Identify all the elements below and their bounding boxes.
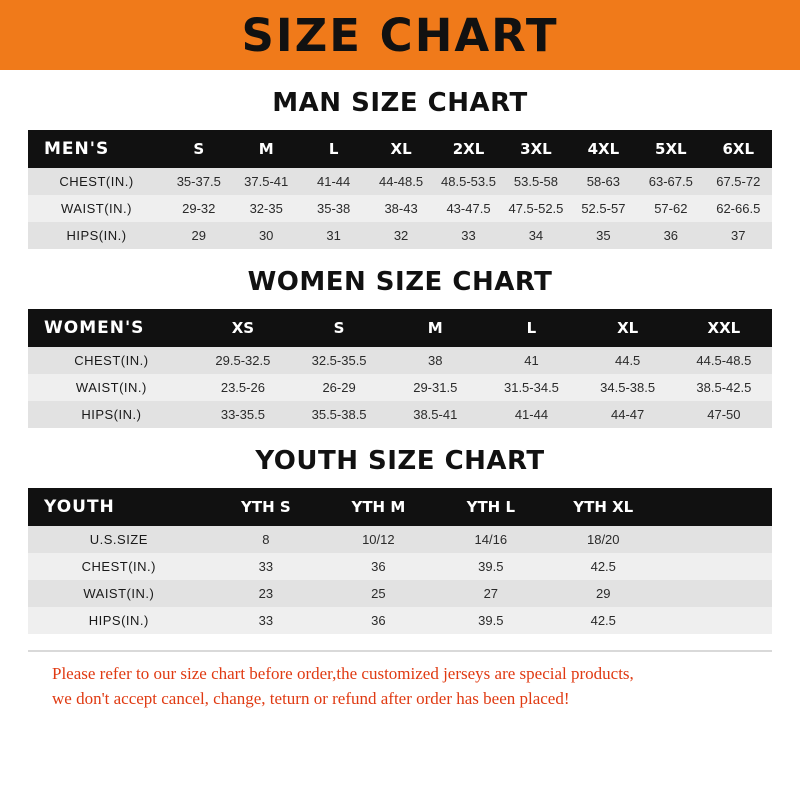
table-cell: 39.5 (435, 607, 547, 634)
table-header-row (28, 130, 772, 168)
table-cell: 57-62 (637, 195, 704, 222)
youth-size-chart-table (28, 488, 772, 634)
table-cell: 38.5-42.5 (676, 374, 772, 401)
table-column-header (659, 488, 772, 526)
women-size-chart-table (28, 309, 772, 428)
table-column-header: XL (580, 309, 676, 347)
table-cell: 31 (300, 222, 367, 249)
table-cell: 38-43 (367, 195, 434, 222)
table-column-header: 4XL (570, 130, 637, 168)
table-column-header: YTH XL (547, 488, 659, 526)
table-cell: 35 (570, 222, 637, 249)
table-cell: 27 (435, 580, 547, 607)
table-cell: 44-48.5 (367, 168, 434, 195)
table-cell (659, 580, 772, 607)
table-column-header: XXL (676, 309, 772, 347)
table-cell: 44.5-48.5 (676, 347, 772, 374)
table-cell (659, 526, 772, 553)
table-head (28, 309, 772, 347)
table-cell: 38.5-41 (387, 401, 483, 428)
table-cell: 38 (387, 347, 483, 374)
table-cell: 36 (322, 607, 434, 634)
table-column-header: M (387, 309, 483, 347)
table-cell: 41-44 (300, 168, 367, 195)
table-column-header: 3XL (502, 130, 569, 168)
youth-size-chart-title: YOUTH SIZE CHART (255, 446, 545, 476)
table-row (28, 168, 772, 195)
table-head (28, 130, 772, 168)
table-column-header: L (300, 130, 367, 168)
table-column-header: M (232, 130, 299, 168)
table-column-header: 6XL (705, 130, 772, 168)
table-column-header: YTH S (210, 488, 322, 526)
table-row (28, 195, 772, 222)
table-head-label: WOMEN'S (28, 309, 195, 347)
table-cell: 43-47.5 (435, 195, 502, 222)
table-cell: 36 (322, 553, 434, 580)
table-body (28, 347, 772, 428)
table-cell: 33 (435, 222, 502, 249)
table-cell: 62-66.5 (705, 195, 772, 222)
table-cell: 41-44 (483, 401, 579, 428)
table-column-header: YTH M (322, 488, 434, 526)
table-cell: 23 (210, 580, 322, 607)
table-body (28, 168, 772, 249)
table-cell: 44-47 (580, 401, 676, 428)
table-cell: 47-50 (676, 401, 772, 428)
table-cell (659, 607, 772, 634)
table-cell: 67.5-72 (705, 168, 772, 195)
table-cell: 34 (502, 222, 569, 249)
table-cell: 18/20 (547, 526, 659, 553)
table-column-header: S (165, 130, 232, 168)
table-cell: 31.5-34.5 (483, 374, 579, 401)
table-cell: 29-31.5 (387, 374, 483, 401)
table-column-header: L (483, 309, 579, 347)
table-cell: 63-67.5 (637, 168, 704, 195)
table-cell: 41 (483, 347, 579, 374)
table-cell: 42.5 (547, 553, 659, 580)
youth-size-chart-section (28, 446, 772, 634)
table-row (28, 526, 772, 553)
row-label: WAIST(IN.) (28, 374, 195, 401)
table-cell: 34.5-38.5 (580, 374, 676, 401)
man-size-chart-table (28, 130, 772, 249)
table-cell: 58-63 (570, 168, 637, 195)
table-row (28, 347, 772, 374)
row-label: HIPS(IN.) (28, 607, 210, 634)
table-cell: 35-38 (300, 195, 367, 222)
chart-content (0, 88, 800, 711)
table-cell: 26-29 (291, 374, 387, 401)
row-label: CHEST(IN.) (28, 553, 210, 580)
page-title: SIZE CHART (241, 8, 559, 62)
table-cell: 35.5-38.5 (291, 401, 387, 428)
table-row (28, 607, 772, 634)
table-cell: 29.5-32.5 (195, 347, 291, 374)
man-size-chart-title: MAN SIZE CHART (272, 88, 528, 118)
table-header-row (28, 309, 772, 347)
table-cell: 32-35 (232, 195, 299, 222)
table-cell: 23.5-26 (195, 374, 291, 401)
table-row (28, 553, 772, 580)
table-cell: 33 (210, 553, 322, 580)
table-cell: 42.5 (547, 607, 659, 634)
table-cell: 37 (705, 222, 772, 249)
row-label: CHEST(IN.) (28, 347, 195, 374)
table-cell: 32 (367, 222, 434, 249)
table-cell: 33-35.5 (195, 401, 291, 428)
table-head-label: YOUTH (28, 488, 210, 526)
table-cell (659, 553, 772, 580)
footer-note-line-1: Please refer to our size chart before order,the customized jerseys are special products, (52, 664, 634, 683)
table-cell: 53.5-58 (502, 168, 569, 195)
table-column-header: XL (367, 130, 434, 168)
row-label: CHEST(IN.) (28, 168, 165, 195)
man-size-chart-section (28, 88, 772, 249)
table-cell: 8 (210, 526, 322, 553)
footer-note (28, 650, 772, 711)
table-cell: 44.5 (580, 347, 676, 374)
table-column-header: YTH L (435, 488, 547, 526)
table-header-row (28, 488, 772, 526)
table-column-header: 5XL (637, 130, 704, 168)
table-cell: 10/12 (322, 526, 434, 553)
table-cell: 14/16 (435, 526, 547, 553)
table-cell: 33 (210, 607, 322, 634)
row-label: U.S.SIZE (28, 526, 210, 553)
row-label: WAIST(IN.) (28, 195, 165, 222)
table-cell: 52.5-57 (570, 195, 637, 222)
table-cell: 39.5 (435, 553, 547, 580)
table-cell: 29 (165, 222, 232, 249)
footer-note-line-2: we don't accept cancel, change, teturn or refund after order has been placed! (52, 688, 570, 708)
table-body (28, 526, 772, 634)
row-label: HIPS(IN.) (28, 222, 165, 249)
table-row (28, 580, 772, 607)
women-size-chart-section (28, 267, 772, 428)
table-cell: 29 (547, 580, 659, 607)
table-cell: 32.5-35.5 (291, 347, 387, 374)
table-column-header: XS (195, 309, 291, 347)
table-row (28, 222, 772, 249)
table-cell: 48.5-53.5 (435, 168, 502, 195)
table-row (28, 374, 772, 401)
row-label: HIPS(IN.) (28, 401, 195, 428)
table-row (28, 401, 772, 428)
table-cell: 35-37.5 (165, 168, 232, 195)
table-head (28, 488, 772, 526)
table-cell: 37.5-41 (232, 168, 299, 195)
row-label: WAIST(IN.) (28, 580, 210, 607)
table-cell: 29-32 (165, 195, 232, 222)
women-size-chart-title: WOMEN SIZE CHART (247, 267, 553, 297)
table-cell: 36 (637, 222, 704, 249)
table-cell: 25 (322, 580, 434, 607)
table-cell: 47.5-52.5 (502, 195, 569, 222)
table-cell: 30 (232, 222, 299, 249)
table-column-header: S (291, 309, 387, 347)
page-banner (0, 0, 800, 70)
table-column-header: 2XL (435, 130, 502, 168)
table-head-label: MEN'S (28, 130, 165, 168)
